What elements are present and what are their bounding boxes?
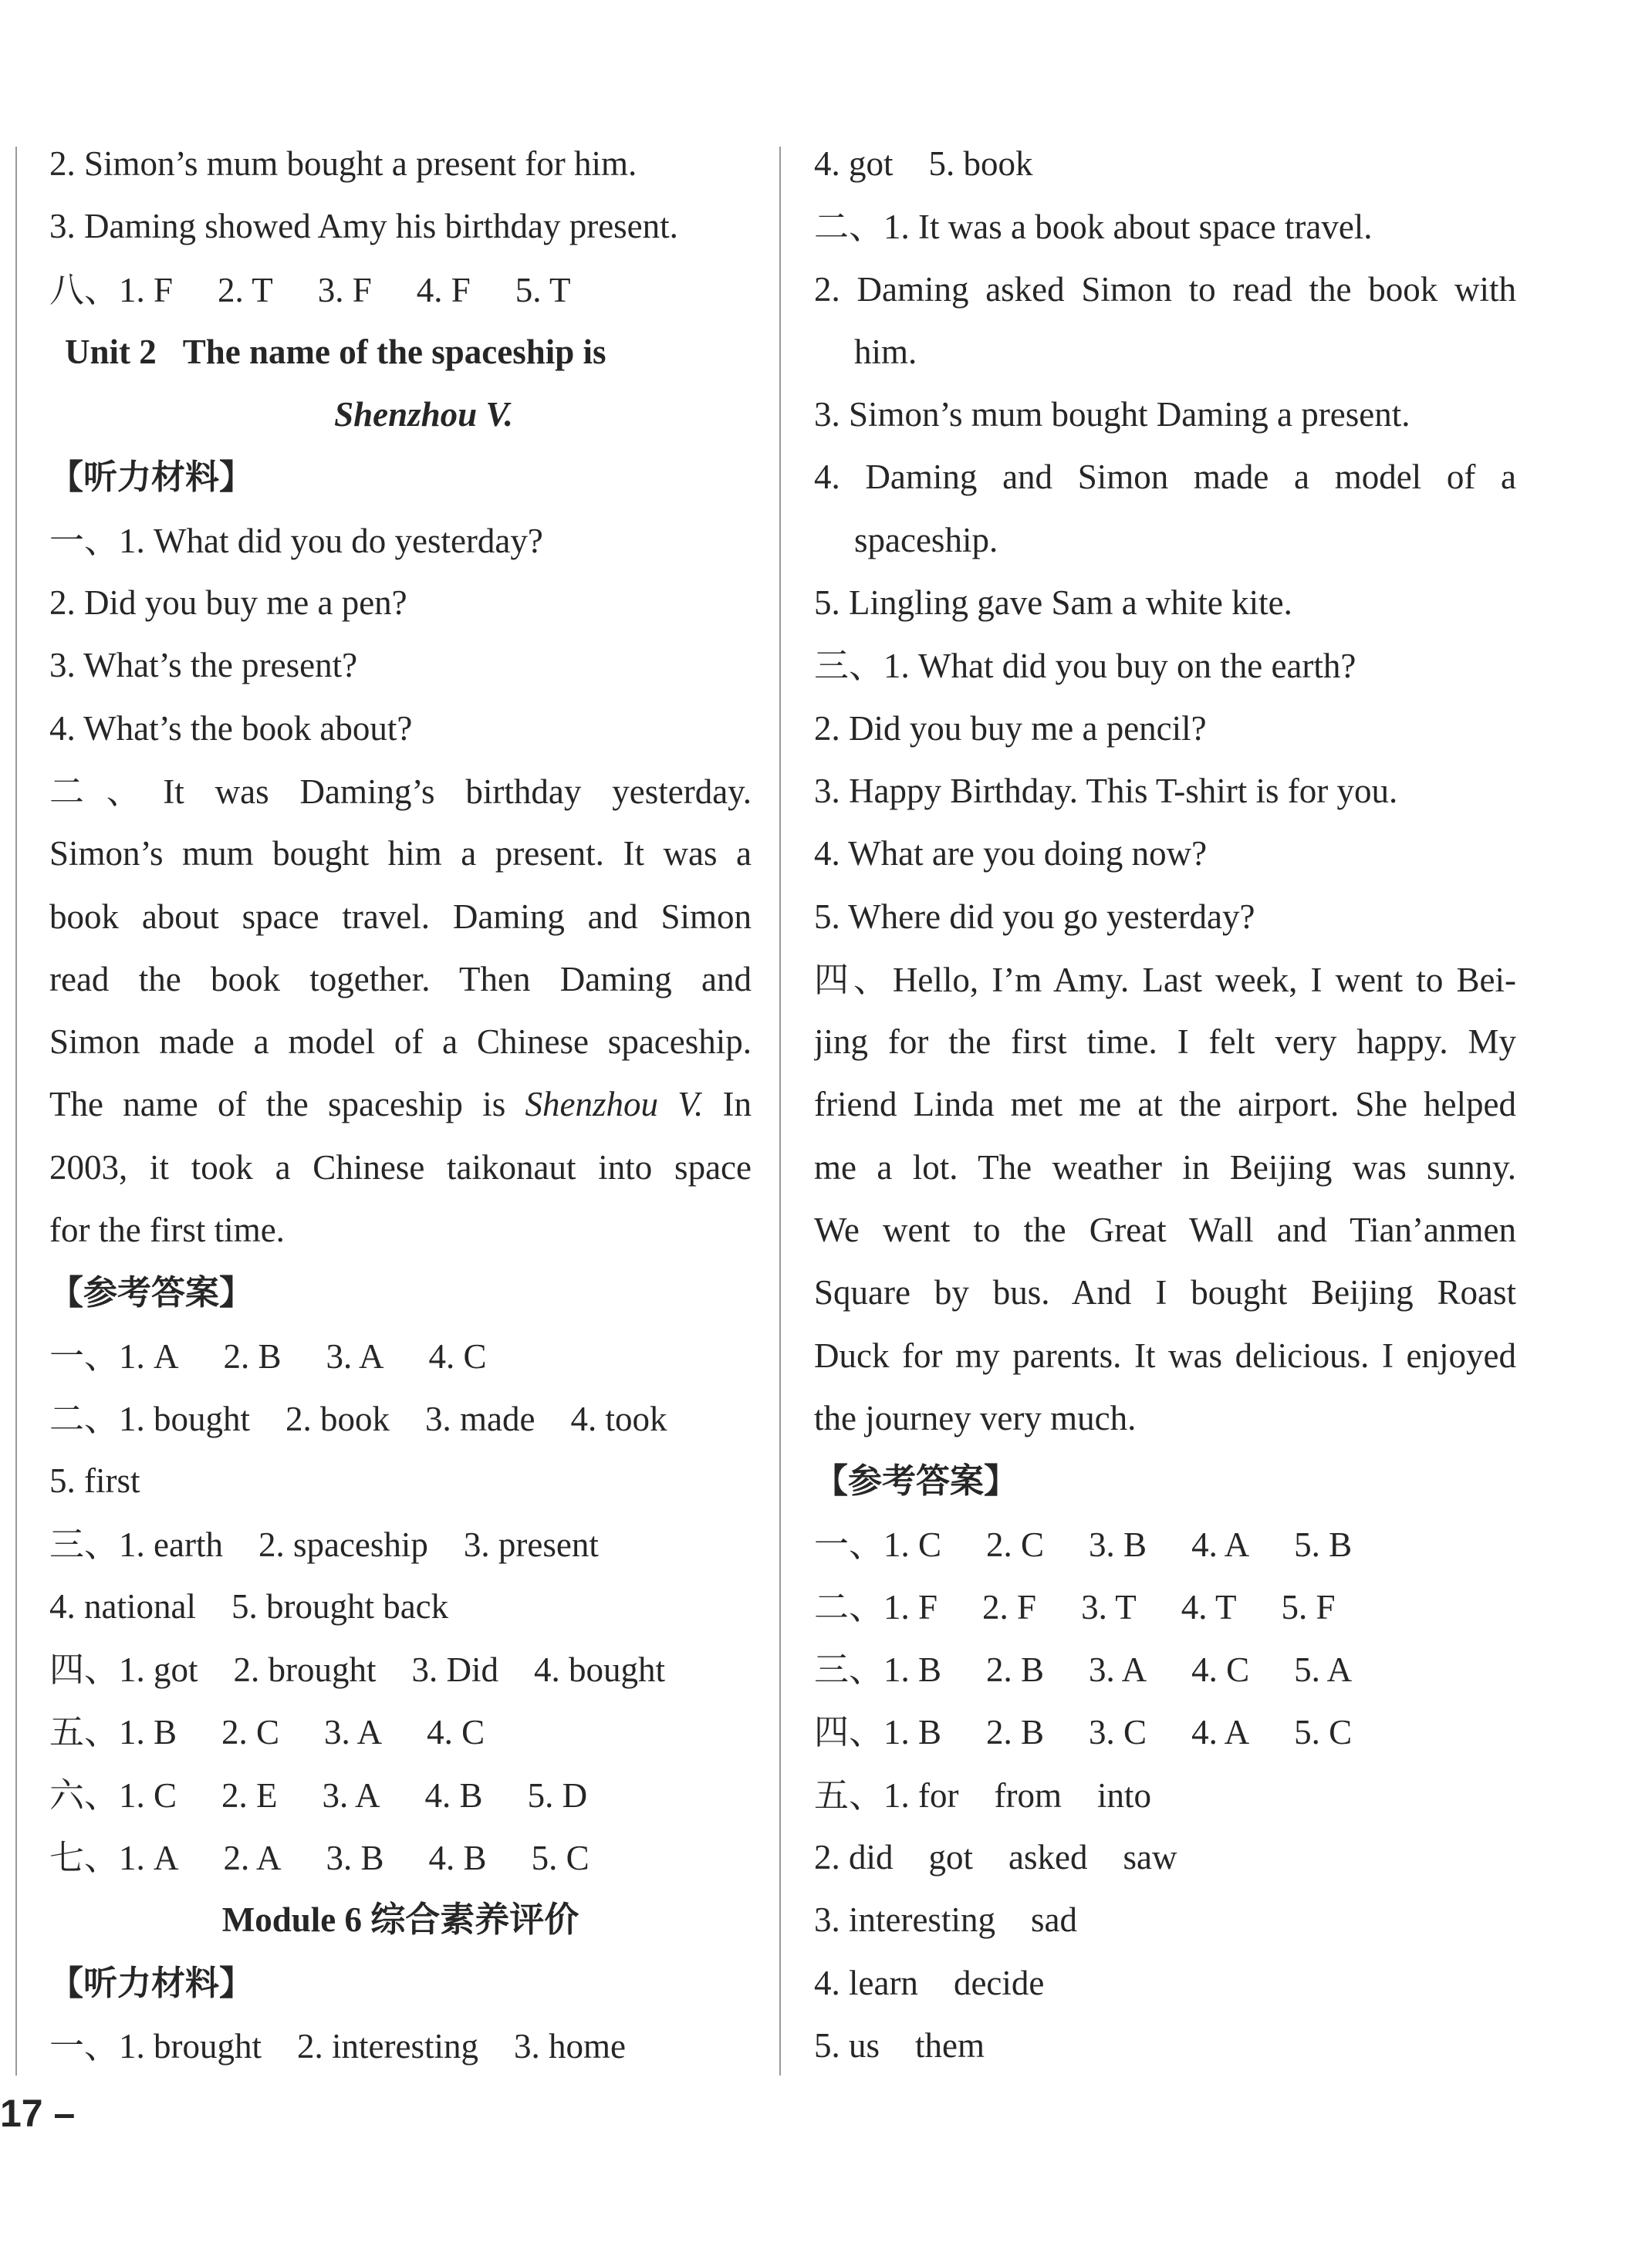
section-prefix: 一、 bbox=[814, 1523, 884, 1565]
paragraph-line: 二、It was Daming’s birthday yesterday. bbox=[49, 770, 752, 812]
answer-item: 5. T bbox=[515, 270, 571, 309]
answer-line: 七、1. A 2. A 3. B 4. B 5. C bbox=[49, 1837, 590, 1879]
answer-line: 2. did got asked saw bbox=[814, 1838, 1177, 1877]
answer-line: 5. us them bbox=[814, 2025, 985, 2065]
text-line: 5. Lingling gave Sam a white kite. bbox=[814, 583, 1292, 623]
text-line: 2. Daming asked Simon to read the book with bbox=[814, 269, 1516, 309]
paragraph-line: 四、Hello, I’m Amy. Last week, I went to Bei- bbox=[814, 958, 1516, 1000]
paragraph-line: the journey very much. bbox=[814, 1398, 1137, 1437]
spaceship-name: Shenzhou V. bbox=[525, 1085, 704, 1124]
answer-line: 5. first bbox=[49, 1461, 140, 1501]
answer-line: 3. interesting sad bbox=[814, 1900, 1077, 1940]
text-line: 2. Simon’s mum bought a present for him. bbox=[49, 144, 637, 183]
text-line: 5. Where did you go yesterday? bbox=[814, 897, 1255, 936]
left-column-rule bbox=[15, 147, 17, 2076]
answer-line: 4. learn decide bbox=[814, 1963, 1045, 2002]
section-prefix: 三、 bbox=[814, 645, 884, 687]
right-column bbox=[814, 133, 1516, 2077]
text-line: 一、1. What did you do yesterday? bbox=[49, 519, 543, 561]
section-prefix: 八、 bbox=[49, 269, 120, 310]
paragraph-line: me a lot. The weather in Beijing was sunny. bbox=[814, 1147, 1516, 1187]
section-prefix: 七、 bbox=[49, 1837, 120, 1879]
text-line: 3. What’s the present? bbox=[49, 646, 358, 685]
answer-item: 3. F bbox=[317, 270, 372, 309]
unit-title-continued: Shenzhou V. bbox=[334, 395, 513, 434]
paragraph-line: Simon’s mum bought him a present. It was a bbox=[49, 834, 752, 873]
text-line: 3. Daming showed Amy his birthday present. bbox=[49, 207, 678, 246]
paragraph-line: Square by bus. And I bought Beijing Roast bbox=[814, 1273, 1516, 1312]
answer-line bbox=[49, 258, 752, 321]
text-line: 三、1. What did you buy on the earth? bbox=[814, 645, 1356, 687]
section-prefix: 三、 bbox=[49, 1523, 120, 1565]
text-line: 3. Simon’s mum bought Daming a present. bbox=[814, 395, 1410, 434]
text-line: 4. Daming and Simon made a model of a bbox=[814, 458, 1516, 497]
section-prefix: 二、 bbox=[814, 206, 884, 248]
paragraph-line: jing for the first time. I felt very happy. My bbox=[814, 1022, 1516, 1062]
text-line: 4. What’s the book about? bbox=[49, 708, 413, 748]
paragraph-line: The name of the spaceship is Shenzhou V. In bbox=[49, 1085, 752, 1124]
section-prefix: 一、 bbox=[49, 1335, 120, 1377]
text-line: 2. Did you buy me a pen? bbox=[49, 583, 407, 623]
text-line: 4. What are you doing now? bbox=[814, 834, 1208, 873]
answer-item: 1. F bbox=[119, 270, 174, 309]
left-column bbox=[49, 133, 752, 2077]
paragraph-line: We went to the Great Wall and Tian’anmen bbox=[814, 1211, 1516, 1250]
paragraph-line: Simon made a model of a Chinese spaceship. bbox=[49, 1022, 752, 1062]
answer-line: 一、1. brought 2. interesting 3. home bbox=[49, 2025, 626, 2066]
paragraph-line: book about space travel. Daming and Simon bbox=[49, 897, 752, 936]
center-column-rule bbox=[779, 147, 781, 2076]
page-number: 17 – bbox=[0, 2092, 76, 2135]
section-prefix: 四、 bbox=[49, 1649, 120, 1691]
paragraph-line: Duck for my parents. It was delicious. I enjoyed bbox=[814, 1336, 1516, 1375]
module-heading: Module 6 综合素养评价 bbox=[221, 1900, 579, 1940]
paragraph-line: read the book together. Then Daming and bbox=[49, 959, 752, 998]
answer-line: 三、1. earth 2. spaceship 3. present bbox=[49, 1523, 599, 1565]
answer-line: 五、1. for from into bbox=[814, 1774, 1151, 1816]
section-prefix: 五、 bbox=[814, 1774, 884, 1816]
paragraph-line: for the first time. bbox=[49, 1211, 285, 1250]
answer-line: 4. national 5. brought back bbox=[49, 1586, 449, 1626]
answer-line: 一、1. C 2. C 3. B 4. A 5. B bbox=[814, 1523, 1353, 1565]
unit-heading bbox=[49, 321, 752, 383]
section-prefix: 一、 bbox=[49, 519, 120, 561]
answer-line: 4. got 5. book bbox=[814, 144, 1033, 183]
paragraph-line: 2003, it took a Chinese taikonaut into space bbox=[49, 1147, 752, 1187]
answer-line: 六、1. C 2. E 3. A 4. B 5. D bbox=[49, 1774, 588, 1816]
answer-line: 二、1. F 2. F 3. T 4. T 5. F bbox=[814, 1586, 1336, 1627]
section-prefix: 一、 bbox=[49, 2025, 120, 2066]
answer-key-header: 【参考答案】 bbox=[814, 1461, 1018, 1502]
answer-line: 一、1. A 2. B 3. A 4. C bbox=[49, 1335, 487, 1377]
text-line: 二、1. It was a book about space travel. bbox=[814, 206, 1373, 248]
text-line: 3. Happy Birthday. This T-shirt is for you. bbox=[814, 771, 1398, 810]
text-line: him. bbox=[854, 332, 917, 371]
section-prefix: 六、 bbox=[49, 1774, 120, 1816]
answer-line: 三、1. B 2. B 3. A 4. C 5. A bbox=[814, 1649, 1353, 1691]
section-prefix: 四、 bbox=[814, 1711, 884, 1753]
text-line: spaceship. bbox=[854, 520, 998, 559]
unit-number: Unit 2 bbox=[65, 332, 157, 371]
answer-key-header: 【参考答案】 bbox=[49, 1273, 253, 1313]
section-prefix: 二、 bbox=[814, 1586, 884, 1627]
section-prefix: 二、 bbox=[49, 770, 164, 812]
answer-line: 五、1. B 2. C 3. A 4. C bbox=[49, 1711, 485, 1753]
answer-line: 四、1. got 2. brought 3. Did 4. bought bbox=[49, 1649, 666, 1691]
paragraph-line: friend Linda met me at the airport. She helped bbox=[814, 1085, 1516, 1124]
answer-line: 二、1. bought 2. book 3. made 4. took bbox=[49, 1397, 667, 1439]
section-prefix: 四、 bbox=[814, 958, 893, 1000]
section-prefix: 三、 bbox=[814, 1649, 884, 1691]
text-line: 2. Did you buy me a pencil? bbox=[814, 708, 1207, 748]
listening-material-header: 【听力材料】 bbox=[49, 1963, 253, 2003]
section-prefix: 二、 bbox=[49, 1397, 120, 1439]
answer-item: 2. T bbox=[218, 270, 273, 309]
listening-material-header: 【听力材料】 bbox=[49, 458, 253, 498]
answer-line: 四、1. B 2. B 3. C 4. A 5. C bbox=[814, 1711, 1353, 1753]
answer-item: 4. F bbox=[416, 270, 471, 309]
unit-title: The name of the spaceship is bbox=[182, 332, 606, 371]
section-prefix: 五、 bbox=[49, 1711, 120, 1753]
